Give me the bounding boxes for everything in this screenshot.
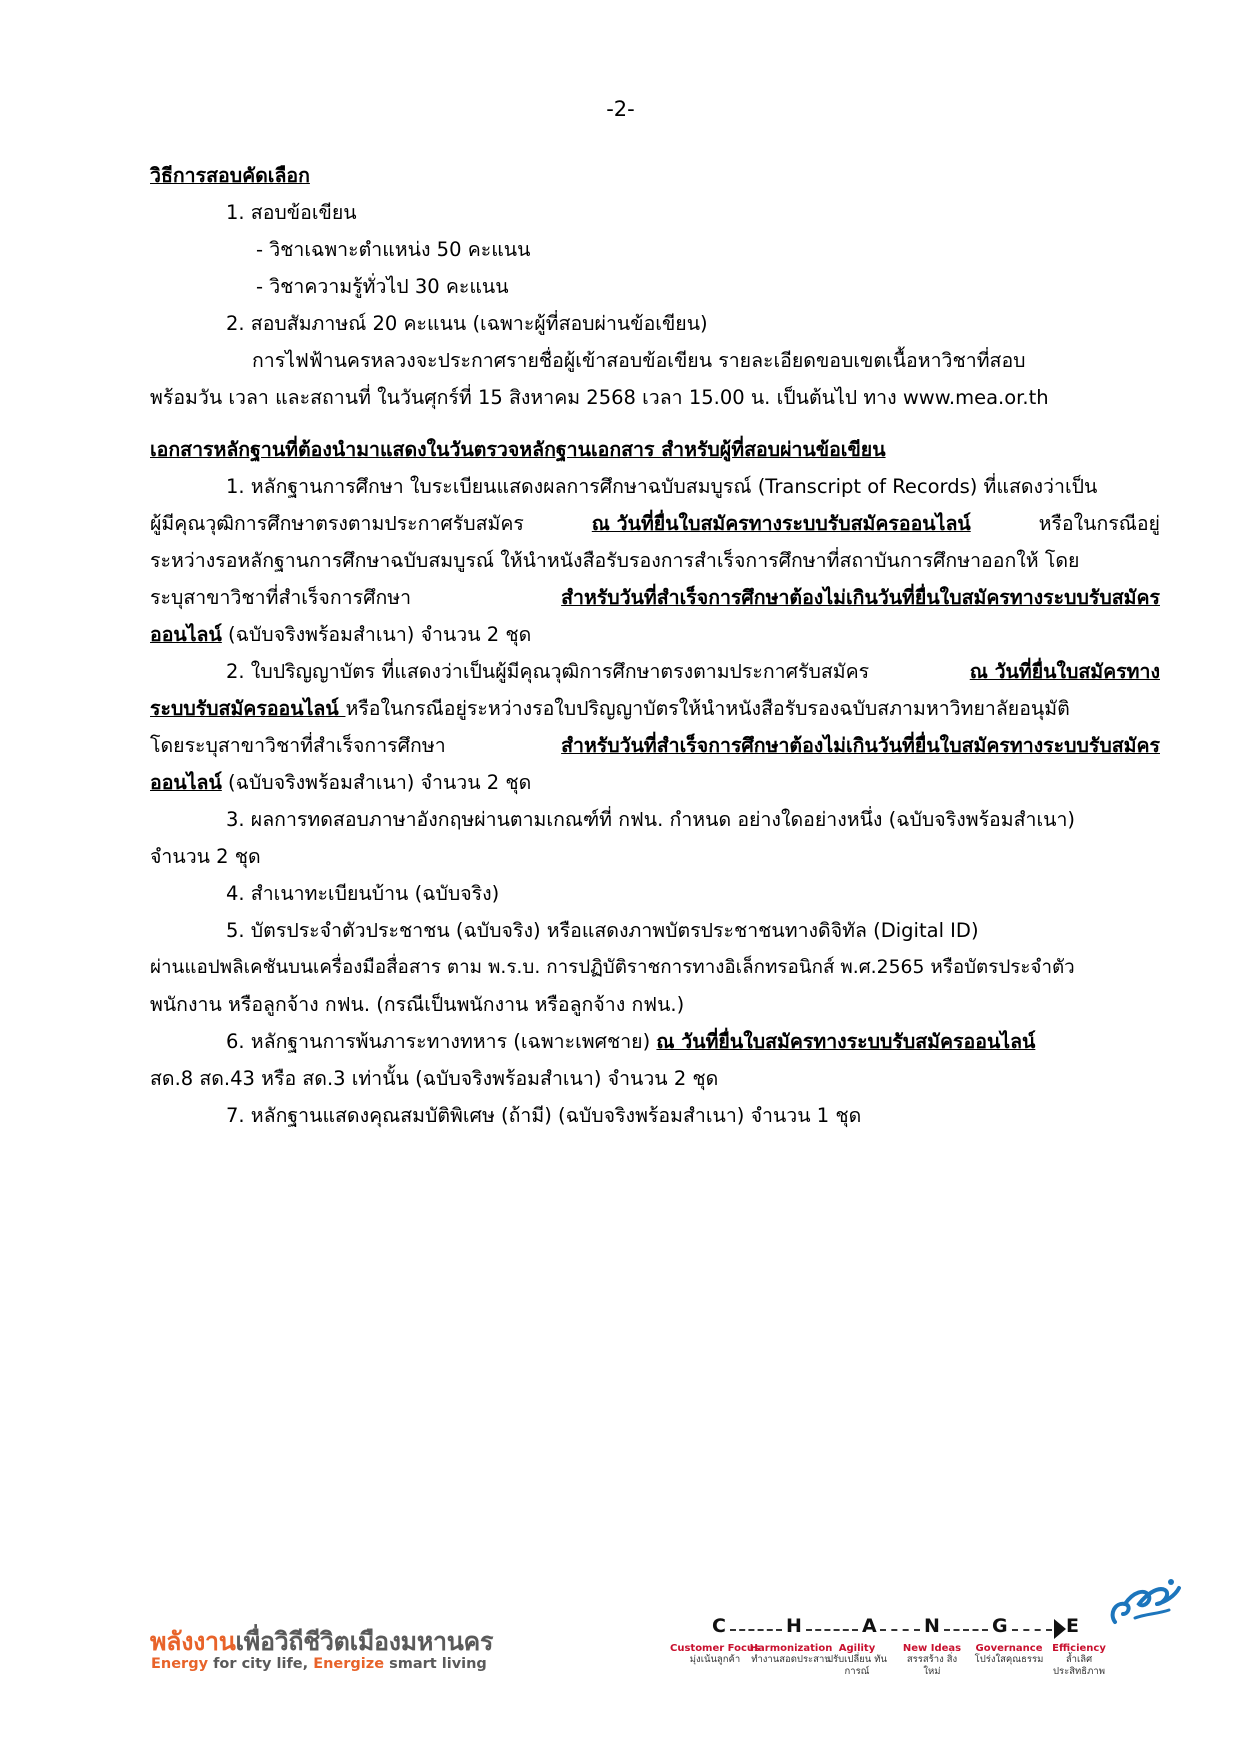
paragraph-line xyxy=(150,730,1160,761)
paragraph-line: การไฟฟ้านครหลวงจะประกาศรายชื่อผู้เข้าสอบข้อเขียน รายละเอียดขอบเขตเนื้อหาวิชาที่สอบ xyxy=(252,349,1026,372)
value-thai: ปรับเปลี่ยน ทันการณ์ xyxy=(826,1654,888,1677)
slogan-text: for city life, xyxy=(208,1656,314,1672)
dash-divider xyxy=(730,1629,782,1631)
change-letter: H xyxy=(786,1615,802,1637)
arrow-icon xyxy=(1054,1619,1066,1639)
footer-slogan-english xyxy=(151,1656,487,1672)
change-value-label xyxy=(902,1643,962,1678)
value-english: Harmonization xyxy=(749,1643,833,1654)
change-letter: A xyxy=(862,1615,877,1637)
emphasis-text: สำหรับวันที่สำเร็จการศึกษาต้องไม่เกินวันที่ยื่นใบสมัครทางระบบรับสมัคร xyxy=(561,734,1160,757)
list-item: 2. สอบสัมภาษณ์ 20 คะแนน (เฉพาะผู้ที่สอบผ่านข้อเขียน) xyxy=(226,312,708,335)
text-span: (ฉบับจริงพร้อมสำเนา) จำนวน 2 ชุด xyxy=(221,771,532,794)
section-title-selection-method: วิธีการสอบคัดเลือก xyxy=(150,164,310,187)
paragraph-line xyxy=(150,619,531,650)
value-english: Governance xyxy=(975,1643,1043,1654)
dash-divider xyxy=(880,1629,920,1631)
paragraph-line xyxy=(226,1026,1035,1057)
paragraph-line xyxy=(150,693,1070,724)
change-value-label xyxy=(964,1643,1054,1666)
change-letter: C xyxy=(712,1615,726,1637)
paragraph-line: 5. บัตรประจำตัวประชาชน (ฉบับจริง) หรือแสดงภาพบัตรประชาชนทางดิจิทัล (Digital ID) xyxy=(226,919,979,942)
slogan-highlight: Energize xyxy=(313,1656,385,1672)
paragraph-line xyxy=(150,582,1160,613)
value-english: Customer Focus xyxy=(670,1643,760,1654)
emphasis-text: สำหรับวันที่สำเร็จการศึกษาต้องไม่เกินวันที่ยื่นใบสมัครทางระบบรับสมัคร xyxy=(561,586,1160,609)
value-thai: โปร่งใสคุณธรรม xyxy=(974,1654,1044,1665)
value-thai: มุ่งเน้นลูกค้า xyxy=(689,1654,741,1665)
emphasis-text: ณ วันที่ยื่นใบสมัครทาง xyxy=(969,660,1160,683)
emphasis-text: ณ วันที่ยื่นใบสมัครทางระบบรับสมัครออนไลน์ xyxy=(656,1030,1036,1053)
text-span: ระบุสาขาวิชาที่สำเร็จการศึกษา xyxy=(150,586,412,609)
paragraph-line: 3. ผลการทดสอบภาษาอังกฤษผ่านตามเกณฑ์ที่ กฟน. กำหนด อย่างใดอย่างหนึ่ง (ฉบับจริงพร้อมสำเนา) xyxy=(226,808,1076,831)
dash-divider xyxy=(1012,1629,1052,1631)
page-number: -2- xyxy=(606,97,635,121)
text-span: หรือในกรณีอยู่ระหว่างรอใบปริญญาบัตรให้นำหนังสือรับรองฉบับสภามหาวิทยาลัยอนุมัติ xyxy=(345,697,1070,720)
section-title-documents: เอกสารหลักฐานที่ต้องนำมาแสดงในวันตรวจหลักฐานเอกสาร สำหรับผู้ที่สอบผ่านข้อเขียน xyxy=(150,438,886,461)
text-span: โดยระบุสาขาวิชาที่สำเร็จการศึกษา xyxy=(150,734,446,757)
emphasis-text: ออนไลน์ xyxy=(150,623,222,646)
paragraph-line: 1. หลักฐานการศึกษา ใบระเบียนแสดงผลการศึกษาฉบับสมบูรณ์ (Transcript of Records) ที่แสดงว่าเป็น xyxy=(226,475,1098,498)
paragraph-line: ระหว่างรอหลักฐานการศึกษาฉบับสมบูรณ์ ให้นำหนังสือรับรองการสำเร็จการศึกษาที่สถาบันการศึกษาออกให้ โดย xyxy=(150,549,1080,572)
paragraph-line: พร้อมวัน เวลา และสถานที่ ในวันศุกร์ที่ 15 สิงหาคม 2568 เวลา 15.00 น. เป็นต้นไป ทาง www.mea.or.th xyxy=(150,386,1049,409)
slogan-highlight: พลังงาน xyxy=(150,1627,236,1656)
emphasis-text: ระบบรับสมัครออนไลน์ xyxy=(150,697,346,720)
paragraph-line: ผ่านแอปพลิเคชันบนเครื่องมือสื่อสาร ตาม พ.ร.บ. การปฏิบัติราชการทางอิเล็กทรอนิกส์ พ.ศ.2565 หรือบัตรประจำตัว xyxy=(150,957,1075,978)
list-item: - วิชาเฉพาะตำแหน่ง 50 คะแนน xyxy=(256,238,531,261)
paragraph-line xyxy=(226,656,1160,687)
list-item: 1. สอบข้อเขียน xyxy=(226,201,357,224)
change-letter: N xyxy=(924,1615,940,1637)
paragraph-line: พนักงาน หรือลูกจ้าง กฟน. (กรณีเป็นพนักงาน หรือลูกจ้าง กฟน.) xyxy=(150,993,685,1016)
emphasis-text: ณ วันที่ยื่นใบสมัครทางระบบรับสมัครออนไลน์ xyxy=(591,512,971,535)
paragraph-line: สด.8 สด.43 หรือ สด.3 เท่านั้น (ฉบับจริงพร้อมสำเนา) จำนวน 2 ชุด xyxy=(150,1067,719,1090)
paragraph-line xyxy=(150,508,1160,539)
text-span: 6. หลักฐานการพ้นภาระทางทหาร (เฉพาะเพศชาย) xyxy=(226,1030,657,1053)
text-span: 2. ใบปริญญาบัตร ที่แสดงว่าเป็นผู้มีคุณวุฒิการศึกษาตรงตามประกาศรับสมัคร xyxy=(226,660,870,683)
signature-logo-icon xyxy=(1105,1574,1185,1634)
change-letter: E xyxy=(1066,1615,1079,1637)
list-item: - วิชาความรู้ทั่วไป 30 คะแนน xyxy=(256,275,509,298)
change-value-label xyxy=(822,1643,892,1678)
value-english: Agility xyxy=(838,1643,876,1654)
emphasis-text: ออนไลน์ xyxy=(150,771,222,794)
slogan-text: smart living xyxy=(384,1656,487,1672)
slogan-highlight: Energy xyxy=(151,1656,209,1672)
value-thai: สรรสร้าง สิ่งใหม่ xyxy=(906,1654,958,1677)
value-thai: ล้ำเลิศ ประสิทธิภาพ xyxy=(1053,1654,1105,1677)
value-english: New Ideas xyxy=(902,1643,962,1654)
text-span: (ฉบับจริงพร้อมสำเนา) จำนวน 2 ชุด xyxy=(221,623,532,646)
change-value-label xyxy=(1042,1643,1116,1678)
paragraph-line: จำนวน 2 ชุด xyxy=(150,845,261,868)
text-span: ผู้มีคุณวุฒิการศึกษาตรงตามประกาศรับสมัคร xyxy=(150,512,524,535)
dash-divider xyxy=(944,1629,988,1631)
change-letter: G xyxy=(992,1615,1008,1637)
value-english: Efficiency xyxy=(1052,1643,1106,1654)
dash-divider xyxy=(806,1629,858,1631)
paragraph-line: 7. หลักฐานแสดงคุณสมบัติพิเศษ (ถ้ามี) (ฉบับจริงพร้อมสำเนา) จำนวน 1 ชุด xyxy=(226,1104,862,1127)
value-thai: ทำงานสอดประสาน xyxy=(751,1654,831,1665)
text-span: หรือในกรณีอยู่ xyxy=(1038,512,1160,535)
slogan-text: เพื่อวิถีชีวิตเมืองมหานคร xyxy=(235,1627,494,1656)
paragraph-line xyxy=(150,767,531,798)
paragraph-line: 4. สำเนาทะเบียนบ้าน (ฉบับจริง) xyxy=(226,882,500,905)
change-values-logo xyxy=(690,1615,1120,1645)
